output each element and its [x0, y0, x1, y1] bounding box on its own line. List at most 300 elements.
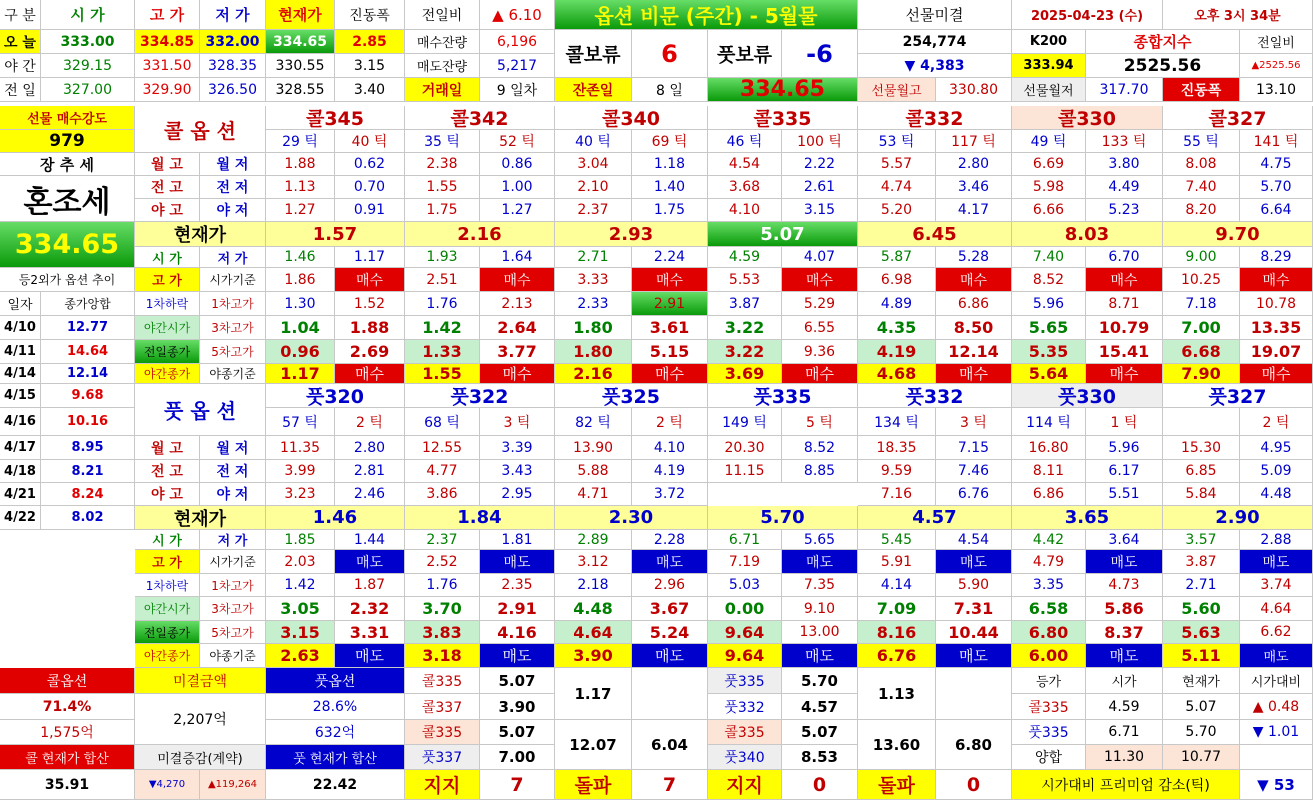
cell[interactable]: 매수 [1086, 364, 1163, 384]
cell[interactable]: 2.35 [480, 574, 555, 597]
cell[interactable]: 2.91 [632, 292, 708, 316]
cell[interactable]: 68 틱 [405, 408, 480, 436]
cell[interactable]: 매수 [782, 364, 858, 384]
cell[interactable]: 야간종가 [135, 364, 200, 384]
cell[interactable]: 고 가 [135, 0, 200, 30]
cell[interactable]: 매도 [480, 644, 555, 668]
cell[interactable]: 잔존일 [555, 78, 632, 102]
cell[interactable]: 매도 [335, 644, 405, 668]
cell[interactable]: 매수 [936, 268, 1012, 292]
cell[interactable]: 6.98 [858, 268, 936, 292]
cell[interactable]: 콜335 [708, 720, 782, 745]
cell[interactable]: 콜342 [405, 106, 555, 130]
cell[interactable]: 6.71 [708, 530, 782, 550]
cell[interactable]: 2.33 [555, 292, 632, 316]
cell[interactable]: 71.4% [0, 694, 135, 720]
cell[interactable]: 4.64 [1240, 597, 1313, 621]
cell[interactable]: 1.88 [335, 316, 405, 340]
cell[interactable]: 콜335 [405, 668, 480, 694]
cell[interactable]: 3.90 [555, 644, 632, 668]
cell[interactable]: 4.49 [1086, 176, 1163, 199]
cell[interactable]: 19.07 [1240, 340, 1313, 364]
cell[interactable]: 콜332 [858, 106, 1012, 130]
cell[interactable]: 매수잔량 [405, 30, 480, 54]
cell[interactable]: 진동폭 [1163, 78, 1240, 102]
cell[interactable]: 풋옵션 [266, 668, 405, 694]
cell[interactable]: 1.17 [266, 364, 335, 384]
cell[interactable]: 10.16 [41, 408, 135, 436]
empty-cell[interactable] [1240, 745, 1313, 770]
cell[interactable]: 2.95 [480, 483, 555, 506]
cell[interactable]: ▲2525.56 [1240, 54, 1313, 78]
cell[interactable]: 4.71 [555, 483, 632, 506]
cell[interactable]: 전 저 [200, 176, 266, 199]
cell[interactable]: 5.70 [708, 506, 858, 530]
cell[interactable]: -6 [782, 30, 858, 78]
cell[interactable]: 327.00 [41, 78, 135, 102]
cell[interactable]: 6.62 [1240, 621, 1313, 644]
cell[interactable]: 현재가 [1163, 668, 1240, 694]
cell[interactable]: 100 틱 [782, 130, 858, 153]
cell[interactable]: 종가앙합 [41, 292, 135, 316]
cell[interactable]: 4.57 [782, 694, 858, 720]
cell[interactable]: 4.19 [632, 460, 708, 483]
cell[interactable]: 매도 [936, 550, 1012, 574]
cell[interactable]: 전 고 [135, 176, 200, 199]
cell[interactable]: 333.00 [41, 30, 135, 54]
cell[interactable]: 1.85 [266, 530, 335, 550]
cell[interactable]: 매도 [335, 550, 405, 574]
cell[interactable]: 3.67 [632, 597, 708, 621]
cell[interactable]: 4.59 [708, 247, 782, 268]
cell[interactable]: 매수 [632, 268, 708, 292]
cell[interactable]: 4/22 [0, 506, 41, 530]
cell[interactable]: 풋320 [266, 384, 405, 408]
cell[interactable]: 4.14 [858, 574, 936, 597]
cell[interactable]: 매도 [782, 644, 858, 668]
cell[interactable]: 5 틱 [782, 408, 858, 436]
cell[interactable]: 13.10 [1240, 78, 1313, 102]
cell[interactable]: 8.21 [41, 460, 135, 483]
cell[interactable]: 52 틱 [480, 130, 555, 153]
cell[interactable]: 1.46 [266, 247, 335, 268]
cell[interactable]: 5.09 [1240, 460, 1313, 483]
cell[interactable]: 14.64 [41, 340, 135, 364]
cell[interactable]: 5.86 [1086, 597, 1163, 621]
cell[interactable]: 5.98 [1012, 176, 1086, 199]
cell[interactable]: 6.55 [782, 316, 858, 340]
cell[interactable]: 1.27 [480, 199, 555, 222]
cell[interactable]: 콜335 [708, 106, 858, 130]
cell[interactable]: 2.80 [936, 153, 1012, 176]
cell[interactable]: 1.46 [266, 506, 405, 530]
cell[interactable]: 3.33 [555, 268, 632, 292]
cell[interactable]: 5.35 [1012, 340, 1086, 364]
cell[interactable]: 시 가 [135, 247, 200, 268]
cell[interactable]: 334.65 [0, 222, 135, 268]
empty-cell[interactable] [632, 668, 708, 720]
cell[interactable]: 시 가 [135, 530, 200, 550]
cell[interactable]: 1.75 [632, 199, 708, 222]
cell[interactable]: 8 일 [632, 78, 708, 102]
cell[interactable]: 2.91 [480, 597, 555, 621]
cell[interactable]: K200 [1012, 30, 1086, 54]
cell[interactable]: 전 고 [135, 460, 200, 483]
cell[interactable]: 7.46 [936, 460, 1012, 483]
cell[interactable]: 3.61 [632, 316, 708, 340]
cell[interactable]: 풋337 [405, 745, 480, 770]
cell[interactable]: 양합 [1012, 745, 1086, 770]
cell[interactable]: 6.58 [1012, 597, 1086, 621]
cell[interactable]: 18.35 [858, 436, 936, 460]
cell[interactable]: 9.36 [782, 340, 858, 364]
cell[interactable]: 종합지수 [1086, 30, 1240, 54]
cell[interactable]: 1.17 [555, 668, 632, 720]
cell[interactable]: 6.86 [1012, 483, 1086, 506]
cell[interactable]: 632억 [266, 720, 405, 745]
cell[interactable]: 오후 3시 34분 [1163, 0, 1313, 30]
cell[interactable]: 6.76 [858, 644, 936, 668]
cell[interactable]: 콜옵션 [0, 668, 135, 694]
cell[interactable]: 3.46 [936, 176, 1012, 199]
cell[interactable]: 979 [0, 130, 135, 153]
cell[interactable]: 2.81 [335, 460, 405, 483]
cell[interactable]: 1.13 [266, 176, 335, 199]
cell[interactable]: ▼4,270 [135, 770, 200, 800]
cell[interactable]: 매도 [480, 550, 555, 574]
cell[interactable]: 선물 매수강도 [0, 106, 135, 130]
cell[interactable]: 7 [632, 770, 708, 800]
cell[interactable]: 전일종가 [135, 340, 200, 364]
cell[interactable]: 3.15 [335, 54, 405, 78]
empty-cell[interactable] [936, 668, 1012, 720]
cell[interactable]: 3차고가 [200, 597, 266, 621]
cell[interactable]: 1.76 [405, 574, 480, 597]
cell[interactable]: 3.86 [405, 483, 480, 506]
cell[interactable]: 1.44 [335, 530, 405, 550]
cell[interactable]: 전 저 [200, 460, 266, 483]
cell[interactable]: 4.54 [708, 153, 782, 176]
cell[interactable]: 5.96 [1012, 292, 1086, 316]
cell[interactable]: 시가대비 [1240, 668, 1313, 694]
cell[interactable]: 3.87 [1163, 550, 1240, 574]
cell[interactable]: 5.63 [1163, 621, 1240, 644]
cell[interactable]: 2.37 [405, 530, 480, 550]
cell[interactable]: 1.84 [405, 506, 555, 530]
cell[interactable]: 134 틱 [858, 408, 936, 436]
cell[interactable]: 9.64 [708, 644, 782, 668]
cell[interactable]: 117 틱 [936, 130, 1012, 153]
cell[interactable]: 1.88 [266, 153, 335, 176]
cell[interactable]: 2.32 [335, 597, 405, 621]
cell[interactable]: 5.07 [1163, 694, 1240, 720]
cell[interactable]: 3.72 [632, 483, 708, 506]
cell[interactable]: 풋330 [1012, 384, 1163, 408]
cell[interactable]: 13.35 [1240, 316, 1313, 340]
cell[interactable]: 11.35 [266, 436, 335, 460]
cell[interactable]: 콜345 [266, 106, 405, 130]
cell[interactable]: 5.57 [858, 153, 936, 176]
cell[interactable]: 2.89 [555, 530, 632, 550]
cell[interactable]: 329.15 [41, 54, 135, 78]
cell[interactable]: 5.91 [858, 550, 936, 574]
cell[interactable]: 3.35 [1012, 574, 1086, 597]
cell[interactable]: 330.55 [266, 54, 335, 78]
cell[interactable]: 5.45 [858, 530, 936, 550]
cell[interactable]: 3.87 [708, 292, 782, 316]
cell[interactable]: 2.51 [405, 268, 480, 292]
cell[interactable]: 2.16 [405, 222, 555, 247]
cell[interactable]: 2.71 [555, 247, 632, 268]
cell[interactable]: 4/17 [0, 436, 41, 460]
cell[interactable]: 7 [480, 770, 555, 800]
cell[interactable]: 풋332 [708, 694, 782, 720]
cell[interactable]: 1.18 [632, 153, 708, 176]
cell[interactable]: 월 저 [200, 436, 266, 460]
cell[interactable]: 저 가 [200, 0, 266, 30]
cell[interactable]: 2 틱 [1240, 408, 1313, 436]
cell[interactable]: 콜330 [1012, 106, 1163, 130]
cell[interactable]: 5.07 [480, 668, 555, 694]
cell[interactable]: 3.68 [708, 176, 782, 199]
cell[interactable]: 선물월저 [1012, 78, 1086, 102]
cell[interactable]: 거래일 [405, 78, 480, 102]
cell[interactable]: 4.64 [555, 621, 632, 644]
cell[interactable]: 3.23 [266, 483, 335, 506]
cell[interactable]: 혼조세 [0, 176, 135, 222]
cell[interactable]: 12.14 [936, 340, 1012, 364]
cell[interactable]: 1.52 [335, 292, 405, 316]
cell[interactable]: 1.27 [266, 199, 335, 222]
cell[interactable]: 8.95 [41, 436, 135, 460]
cell[interactable]: 1 틱 [1086, 408, 1163, 436]
cell[interactable]: 5.53 [708, 268, 782, 292]
cell[interactable]: 3.74 [1240, 574, 1313, 597]
cell[interactable]: ▲119,264 [200, 770, 266, 800]
cell[interactable]: 3.43 [480, 460, 555, 483]
cell[interactable]: 야 저 [200, 483, 266, 506]
cell[interactable]: 8.03 [1012, 222, 1163, 247]
cell[interactable]: 4.42 [1012, 530, 1086, 550]
cell[interactable]: 15.30 [1163, 436, 1240, 460]
cell[interactable]: 매수 [335, 268, 405, 292]
cell[interactable]: 5.15 [632, 340, 708, 364]
cell[interactable]: 등2외가 옵션 추이 [0, 268, 135, 292]
cell[interactable]: 2.13 [480, 292, 555, 316]
cell[interactable]: 3.83 [405, 621, 480, 644]
cell[interactable]: 진동폭 [335, 0, 405, 30]
cell[interactable]: 3 틱 [936, 408, 1012, 436]
cell[interactable]: 매수 [936, 364, 1012, 384]
cell[interactable]: 1.00 [480, 176, 555, 199]
cell[interactable]: 1.75 [405, 199, 480, 222]
cell[interactable]: 1차고가 [200, 292, 266, 316]
cell[interactable]: 7.31 [936, 597, 1012, 621]
cell[interactable]: 333.94 [1012, 54, 1086, 78]
cell[interactable]: 1.93 [405, 247, 480, 268]
cell[interactable]: 2025-04-23 (수) [1012, 0, 1163, 30]
cell[interactable]: 4.89 [858, 292, 936, 316]
cell[interactable]: 22.42 [266, 770, 405, 800]
cell[interactable]: 5.84 [1163, 483, 1240, 506]
cell[interactable]: 13.60 [858, 720, 936, 770]
cell[interactable]: 4.95 [1240, 436, 1313, 460]
cell[interactable]: 4.74 [858, 176, 936, 199]
cell[interactable]: 5.07 [708, 222, 858, 247]
cell[interactable]: 5.70 [1163, 720, 1240, 745]
cell[interactable]: 풋327 [1163, 384, 1313, 408]
cell[interactable]: 3.69 [708, 364, 782, 384]
cell[interactable]: 고 가 [135, 268, 200, 292]
cell[interactable]: 1.55 [405, 364, 480, 384]
cell[interactable]: 지지 [405, 770, 480, 800]
cell[interactable]: 미결금액 [135, 668, 266, 694]
cell[interactable]: 8.16 [858, 621, 936, 644]
cell[interactable]: 328.55 [266, 78, 335, 102]
cell[interactable]: 2.18 [555, 574, 632, 597]
cell[interactable]: 매수 [782, 268, 858, 292]
cell[interactable]: 7.19 [708, 550, 782, 574]
cell[interactable]: 69 틱 [632, 130, 708, 153]
cell[interactable]: 매도 [1086, 644, 1163, 668]
cell[interactable]: 5차고가 [200, 621, 266, 644]
cell[interactable]: 4/15 [0, 384, 41, 408]
cell[interactable]: 일자 [0, 292, 41, 316]
cell[interactable]: 3.40 [335, 78, 405, 102]
cell[interactable]: 3.31 [335, 621, 405, 644]
cell[interactable]: 6 [632, 30, 708, 78]
cell[interactable]: 3.15 [266, 621, 335, 644]
cell[interactable]: 미결증감(계약) [135, 745, 266, 770]
cell[interactable]: 8.37 [1086, 621, 1163, 644]
cell[interactable]: 풋335 [708, 668, 782, 694]
cell[interactable]: 시가대비 프리미엄 감소(틱) [1012, 770, 1240, 800]
cell[interactable]: ▲ 0.48 [1240, 694, 1313, 720]
cell[interactable]: 334.65 [266, 30, 335, 54]
cell[interactable]: 4.48 [555, 597, 632, 621]
cell[interactable]: 12.14 [41, 364, 135, 384]
cell[interactable]: ▼ 53 [1240, 770, 1313, 800]
cell[interactable]: 5.64 [1012, 364, 1086, 384]
cell[interactable]: 6.76 [936, 483, 1012, 506]
cell[interactable]: 4/11 [0, 340, 41, 364]
cell[interactable]: 야간종가 [135, 644, 200, 668]
cell[interactable]: 4.79 [1012, 550, 1086, 574]
cell[interactable]: 저 가 [200, 247, 266, 268]
cell[interactable]: 8.20 [1163, 199, 1240, 222]
cell[interactable]: 141 틱 [1240, 130, 1313, 153]
cell[interactable]: 7.40 [1012, 247, 1086, 268]
cell[interactable]: 2.38 [405, 153, 480, 176]
cell[interactable]: 1.30 [266, 292, 335, 316]
cell[interactable]: 3.22 [708, 340, 782, 364]
cell[interactable]: 1차하락 [135, 292, 200, 316]
cell[interactable]: 구 분 [0, 0, 41, 30]
cell[interactable]: 4.16 [480, 621, 555, 644]
cell[interactable]: 20.30 [708, 436, 782, 460]
cell[interactable]: 12.07 [555, 720, 632, 770]
cell[interactable]: 3.04 [555, 153, 632, 176]
cell[interactable]: 55 틱 [1163, 130, 1240, 153]
cell[interactable]: 8.08 [1163, 153, 1240, 176]
cell[interactable]: ▼ 4,383 [858, 54, 1012, 78]
cell[interactable]: 5.24 [632, 621, 708, 644]
cell[interactable]: 야 간 [0, 54, 41, 78]
cell[interactable]: 전일비 [405, 0, 480, 30]
cell[interactable]: 매수 [1240, 268, 1313, 292]
cell[interactable]: 2.46 [335, 483, 405, 506]
cell[interactable]: 4.48 [1240, 483, 1313, 506]
cell[interactable]: 12.77 [41, 316, 135, 340]
cell[interactable]: 0.96 [266, 340, 335, 364]
cell[interactable]: 7.16 [858, 483, 936, 506]
cell[interactable]: 9.10 [782, 597, 858, 621]
cell[interactable]: 8.50 [936, 316, 1012, 340]
cell[interactable]: 2.30 [555, 506, 708, 530]
cell[interactable]: 8.52 [1012, 268, 1086, 292]
cell[interactable]: 저 가 [200, 530, 266, 550]
cell[interactable]: 1.64 [480, 247, 555, 268]
cell[interactable]: 0 [782, 770, 858, 800]
cell[interactable]: 7.09 [858, 597, 936, 621]
cell[interactable]: 등가 [1012, 668, 1086, 694]
cell[interactable]: 4.10 [708, 199, 782, 222]
cell[interactable]: 9.64 [708, 621, 782, 644]
cell[interactable]: ▲ 6.10 [480, 0, 555, 30]
cell[interactable]: 4.35 [858, 316, 936, 340]
cell[interactable]: 야간시가 [135, 316, 200, 340]
cell[interactable]: 0.70 [335, 176, 405, 199]
cell[interactable]: 3.39 [480, 436, 555, 460]
cell[interactable]: 월 고 [135, 153, 200, 176]
cell[interactable]: 2.28 [632, 530, 708, 550]
cell[interactable]: 0 [936, 770, 1012, 800]
cell[interactable]: 야종기준 [200, 644, 266, 668]
cell[interactable]: 매도잔량 [405, 54, 480, 78]
empty-cell[interactable] [1163, 408, 1240, 436]
cell[interactable]: 6.85 [1163, 460, 1240, 483]
cell[interactable]: 2.10 [555, 176, 632, 199]
cell[interactable]: 12.55 [405, 436, 480, 460]
cell[interactable]: 1.40 [632, 176, 708, 199]
cell[interactable]: 5.65 [782, 530, 858, 550]
cell[interactable]: 풋322 [405, 384, 555, 408]
cell[interactable]: 4.10 [632, 436, 708, 460]
cell[interactable]: 6.17 [1086, 460, 1163, 483]
cell[interactable]: 8.53 [782, 745, 858, 770]
cell[interactable]: 풋보류 [708, 30, 782, 78]
cell[interactable]: 11.30 [1086, 745, 1163, 770]
cell[interactable]: 매도 [936, 644, 1012, 668]
cell[interactable]: 1.87 [335, 574, 405, 597]
cell[interactable]: 매도 [782, 550, 858, 574]
cell[interactable]: 5차고가 [200, 340, 266, 364]
cell[interactable]: 331.50 [135, 54, 200, 78]
cell[interactable]: 5.65 [1012, 316, 1086, 340]
cell[interactable]: 82 틱 [555, 408, 632, 436]
cell[interactable]: 35 틱 [405, 130, 480, 153]
cell[interactable]: 2.90 [1163, 506, 1313, 530]
cell[interactable]: 매도 [632, 550, 708, 574]
cell[interactable]: 11.15 [708, 460, 782, 483]
cell[interactable]: ▼ 1.01 [1240, 720, 1313, 745]
cell[interactable]: 매수 [480, 364, 555, 384]
cell[interactable]: 1.17 [335, 247, 405, 268]
cell[interactable]: 40 틱 [555, 130, 632, 153]
cell[interactable]: 5.07 [782, 720, 858, 745]
cell[interactable]: 3.18 [405, 644, 480, 668]
cell[interactable]: 월 저 [200, 153, 266, 176]
